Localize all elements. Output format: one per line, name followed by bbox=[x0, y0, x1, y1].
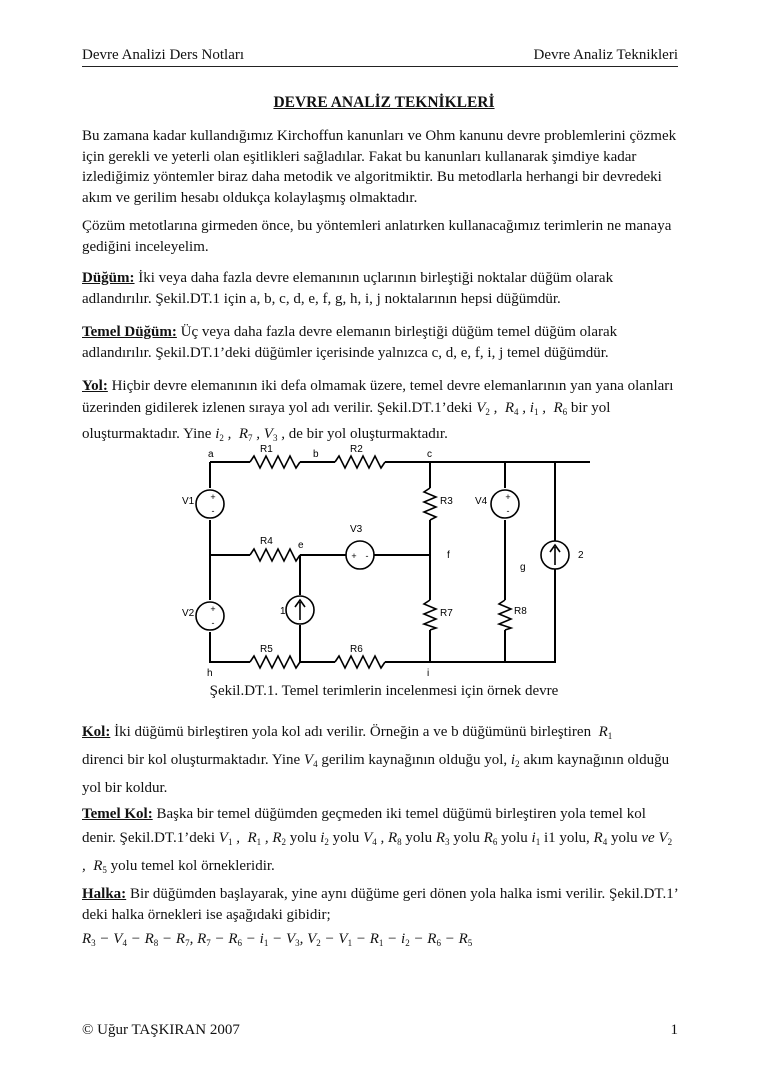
temel-kol-yolu-5: yolu bbox=[497, 830, 532, 846]
node-a-label: a bbox=[208, 449, 214, 460]
source-v3 bbox=[346, 541, 374, 569]
temel-kol-yolu-4: yolu bbox=[449, 830, 484, 846]
kol-term: Kol: bbox=[82, 724, 111, 740]
temel-kol-term: Temel Kol: bbox=[82, 806, 153, 822]
page-title: DEVRE ANALİZ TEKNİKLERİ bbox=[273, 94, 495, 111]
r4-label: R4 bbox=[260, 536, 273, 547]
v3-label: V3 bbox=[350, 524, 363, 535]
header-right: Devre Analiz Teknikleri bbox=[533, 47, 678, 63]
halka-paragraph bbox=[82, 884, 678, 954]
kol-text-4: akım kaynağının olduğu yol bir koldur. bbox=[82, 752, 670, 796]
v1-minus-sign: - bbox=[211, 506, 215, 516]
temel-kol-math-1: $V_1$ , $R_1$ , $R_2$ bbox=[218, 830, 287, 847]
resistor-r3 bbox=[424, 488, 436, 520]
v2-label: V2 bbox=[182, 608, 195, 619]
v4-plus-sign: + bbox=[505, 492, 511, 502]
temel-dugum-paragraph bbox=[82, 322, 678, 363]
node-e-label: e bbox=[298, 540, 304, 551]
r1-label: R1 bbox=[260, 444, 273, 455]
circuit-diagram bbox=[170, 440, 590, 680]
kol-math-i2: $i_2$ bbox=[510, 752, 520, 769]
kol-text-2: direnci bir kol oluşturmaktadır. Yine bbox=[82, 752, 304, 768]
r6-label: R6 bbox=[350, 644, 363, 655]
halka-text: Bir düğümden başlayarak, yine aynı düğüme geri dönen yola halka ismi verilir. Şekil.DT.1’ deki halka örnekleri ise aşağıdaki gibidir; bbox=[82, 886, 678, 923]
temel-kol-yolu-6: yolu bbox=[607, 830, 642, 846]
r8-label: R8 bbox=[514, 606, 527, 617]
temel-kol-i1: i1 yolu, bbox=[543, 830, 594, 846]
resistor-r8 bbox=[499, 600, 511, 630]
temel-kol-text-1: Başka bir temel düğümden geçmeden iki temel düğümü birleştiren yola temel kol denir. Şekil.DT.1’deki bbox=[82, 806, 646, 846]
v3-minus-sign: - bbox=[365, 551, 369, 561]
kol-text-3: gerilim kaynağının olduğu yol, bbox=[317, 752, 511, 768]
r5-label: R5 bbox=[260, 644, 273, 655]
halka-term: Halka: bbox=[82, 886, 127, 902]
v4-minus-sign: - bbox=[506, 506, 510, 516]
yol-text-2: bir yol oluşturmaktadır. Yine bbox=[82, 400, 611, 442]
v3-plus-sign: + bbox=[351, 551, 357, 561]
node-g-label: g bbox=[520, 562, 526, 573]
dugum-term: Düğüm: bbox=[82, 270, 135, 286]
intro-paragraph-1 bbox=[82, 126, 678, 208]
temel-kol-math-4: $R_3$ bbox=[435, 830, 450, 847]
intro-text-2: Çözüm metotlarına girmeden önce, bu yöntemleri anlatırken kullanacağımız terimlerin ne manaya gediğini inceleyelim. bbox=[82, 218, 672, 255]
intro-text-1: Bu zamana kadar kullandığımız Kirchoffun kanunları ve Ohm kanunu devre problemlerini çözmek için gerekli ve yeterli olan eşitlikleri sağladılar. Fakat bu kanunları kullanarak şimdiye kadar izlediğimiz yöntemler biraz daha metodik ve algoritmiktir. Bu metodlarla herhangi bir devredeki akım ve gerilim hesabı oldukça kolaylaşmış olmaktadır. bbox=[82, 128, 677, 206]
resistor-r2 bbox=[335, 456, 385, 468]
temel-dugum-term: Temel Düğüm: bbox=[82, 324, 177, 340]
current-source-2-label: 2 bbox=[578, 550, 584, 561]
resistor-r5 bbox=[250, 656, 300, 668]
kol-paragraph bbox=[82, 720, 678, 800]
r2-label: R2 bbox=[350, 444, 363, 455]
v2-minus-sign: - bbox=[211, 618, 215, 628]
temel-kol-yolu-1: yolu bbox=[286, 830, 321, 846]
yol-math-2: $i_2$ , $R_7$ , $V_3$ , bbox=[215, 426, 289, 443]
r7-label: R7 bbox=[440, 608, 453, 619]
temel-kol-paragraph bbox=[82, 802, 678, 882]
dugum-paragraph bbox=[82, 268, 678, 309]
temel-kol-math-5: $R_6$ bbox=[483, 830, 498, 847]
temel-kol-math-3: $V_4$ , $R_8$ bbox=[363, 830, 402, 847]
kol-math-r1: $R_1$ bbox=[594, 724, 613, 741]
temel-kol-yolu-2: yolu bbox=[328, 830, 364, 846]
temel-kol-yolu-3: yolu bbox=[401, 830, 436, 846]
yol-text-3: de bir yol oluşturmaktadır. bbox=[288, 426, 448, 442]
yol-math-1: $V_2$ , $R_4$ , $i_1$ , $R_6$ bbox=[476, 400, 568, 417]
v4-label: V4 bbox=[475, 496, 488, 507]
temel-kol-math-8: ve $V_2$ , $R_5$ bbox=[82, 830, 673, 875]
yol-text-1: Hiçbir devre elemanının iki defa olmamak üzere, temel devre elemanlarının yan yana olanları üzerinden gidilerek izlenen sıraya yol adı verilir. Şekil.DT.1’deki bbox=[82, 378, 674, 416]
node-h-label: h bbox=[207, 668, 213, 679]
node-f-label: f bbox=[447, 550, 450, 561]
kol-text-1: İki düğümü birleştiren yola kol adı verilir. Örneğin a ve b düğümünü birleştiren bbox=[110, 724, 595, 740]
page-number: 1 bbox=[670, 1022, 678, 1038]
temel-kol-math-2: $i_2$ bbox=[320, 830, 329, 847]
dugum-text: İki veya daha fazla devre elemanının uçlarının birleştiği noktalar düğüm olarak adlandırılır. Şekil.DT.1 için a, b, c, d, e, f, g, h, i, j noktalarının hepsi düğümdür. bbox=[82, 270, 614, 307]
intro-paragraph-2 bbox=[82, 216, 678, 257]
header-left: Devre Analizi Ders Notları bbox=[82, 47, 245, 63]
halka-math: $R_3 - V_4 - R_8 - R_7$, $R_7 - R_6 - i_1 - V_3$, $V_2 - V_1 - R_1 - i_2 - R_6 - R_5$ bbox=[82, 931, 473, 948]
temel-dugum-text: Üç veya daha fazla devre elemanın birleştiği düğüm temel düğüm olarak adlandırılır. Şekil.DT.1’deki düğümler içerisinde yalnızca c, d, e, f, i, j temel düğümdür. bbox=[82, 324, 618, 361]
resistor-r6 bbox=[335, 656, 385, 668]
kol-math-v4: $V_4$ bbox=[303, 752, 318, 769]
figure-caption: Şekil.DT.1. Temel terimlerin incelenmesi için örnek devre bbox=[209, 683, 559, 699]
resistor-r4 bbox=[250, 549, 300, 561]
node-i-label: i bbox=[427, 668, 430, 679]
temel-kol-text-end: yolu temel kol örnekleridir. bbox=[106, 858, 275, 874]
footer-left: © Uğur TAŞKIRAN 2007 bbox=[82, 1022, 240, 1038]
yol-paragraph bbox=[82, 375, 678, 449]
resistor-r1 bbox=[250, 456, 300, 468]
temel-kol-math-6: $i_1$ bbox=[531, 830, 541, 847]
v2-plus-sign: + bbox=[210, 604, 216, 614]
yol-term: Yol: bbox=[82, 378, 108, 394]
r3-label: R3 bbox=[440, 496, 453, 507]
node-b-label: b bbox=[313, 449, 319, 460]
resistor-r7 bbox=[424, 600, 436, 630]
header-divider bbox=[82, 66, 678, 67]
current-source-1-label: 1 bbox=[280, 606, 286, 617]
v1-label: V1 bbox=[182, 496, 195, 507]
temel-kol-math-7: $R_4$ bbox=[593, 830, 608, 847]
v1-plus-sign: + bbox=[210, 492, 216, 502]
node-c-label: c bbox=[427, 449, 432, 460]
